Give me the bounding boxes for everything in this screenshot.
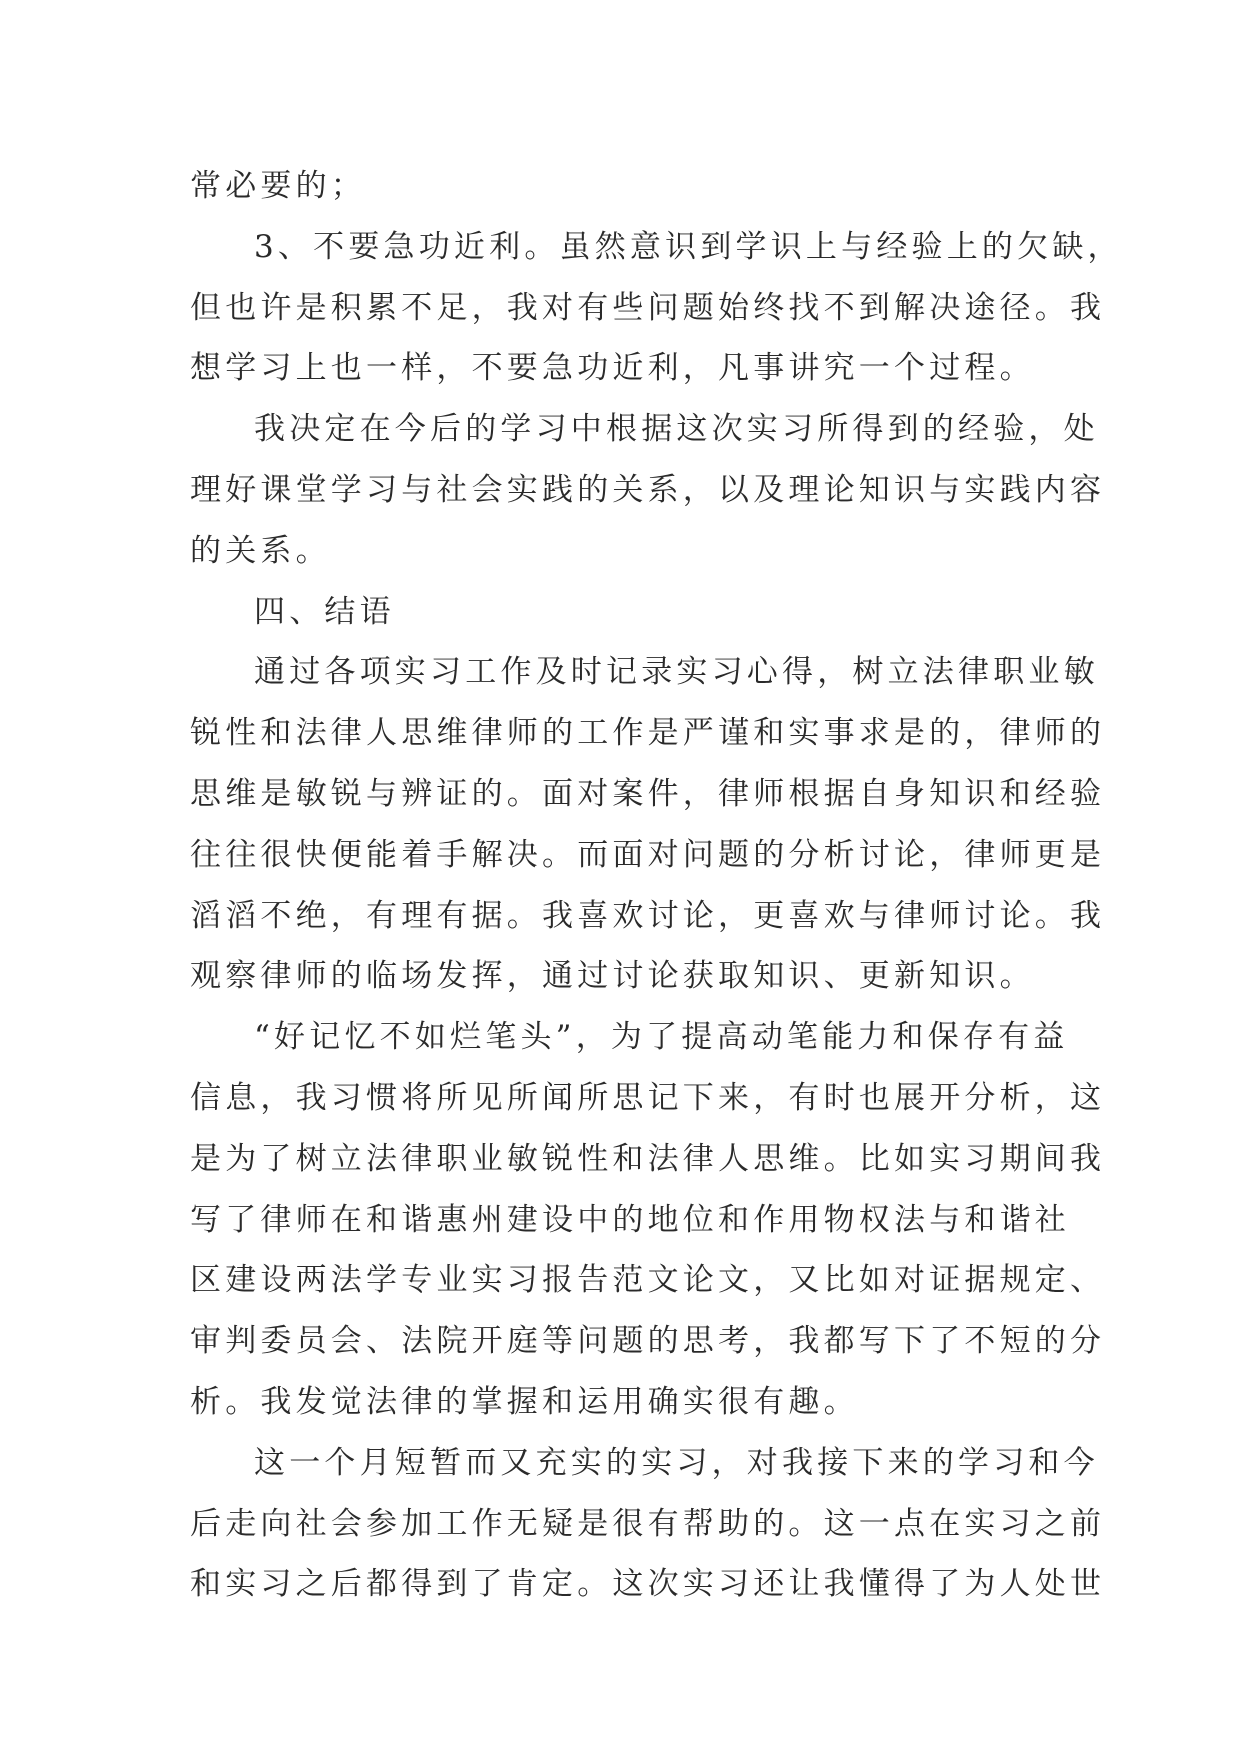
text-line: “好记忆不如烂笔头”，为了提高动笔能力和保存有益 xyxy=(254,1019,1069,1056)
text-line: 理好课堂学习与社会实践的关系，以及理论知识与实践内容 xyxy=(190,471,1106,508)
text-line: 常必要的； xyxy=(190,168,366,204)
text-line: 思维是敏锐与辨证的。面对案件，律师根据自身知识和经验 xyxy=(190,775,1106,812)
text-line: 观察律师的临场发挥，通过讨论获取知识、更新知识。 xyxy=(190,958,1035,995)
text-line: 析。我发觉法律的掌握和运用确实很有趣。 xyxy=(190,1383,859,1420)
text-line: 是为了树立法律职业敏锐性和法律人思维。比如实习期间我 xyxy=(190,1140,1106,1177)
text-line: 但也许是积累不足，我对有些问题始终找不到解决途径。我 xyxy=(190,289,1106,326)
text-line: 3、不要急功近利。虽然意识到学识上与经验上的欠缺， xyxy=(254,228,1123,265)
text-line: 区建设两法学专业实习报告范文论文，又比如对证据规定、 xyxy=(190,1262,1106,1299)
text-line: 写了律师在和谐惠州建设中的地位和作用物权法与和谐社 xyxy=(190,1201,1070,1238)
text-line: 想学习上也一样，不要急功近利，凡事讲究一个过程。 xyxy=(190,350,1035,387)
section-heading: 四、结语 xyxy=(254,593,395,630)
text-line: 这一个月短暂而又充实的实习，对我接下来的学习和今 xyxy=(254,1444,1099,1481)
text-line: 通过各项实习工作及时记录实习心得，树立法律职业敏 xyxy=(254,654,1099,691)
text-line: 审判委员会、法院开庭等问题的思考，我都写下了不短的分 xyxy=(190,1323,1106,1360)
document-body xyxy=(190,156,1123,1615)
text-line: 和实习之后都得到了肯定。这次实习还让我懂得了为人处世 xyxy=(190,1566,1106,1603)
text-line: 我决定在今后的学习中根据这次实习所得到的经验，处 xyxy=(254,411,1099,448)
text-line: 后走向社会参加工作无疑是很有帮助的。这一点在实习之前 xyxy=(190,1505,1106,1542)
text-line: 滔滔不绝，有理有据。我喜欢讨论，更喜欢与律师讨论。我 xyxy=(190,897,1106,934)
text-line: 往往很快便能着手解决。而面对问题的分析讨论，律师更是 xyxy=(190,836,1106,873)
text-line: 锐性和法律人思维律师的工作是严谨和实事求是的，律师的 xyxy=(190,715,1106,752)
text-line: 的关系。 xyxy=(190,532,331,569)
text-line: 信息，我习惯将所见所闻所思记下来，有时也展开分析，这 xyxy=(190,1079,1106,1116)
